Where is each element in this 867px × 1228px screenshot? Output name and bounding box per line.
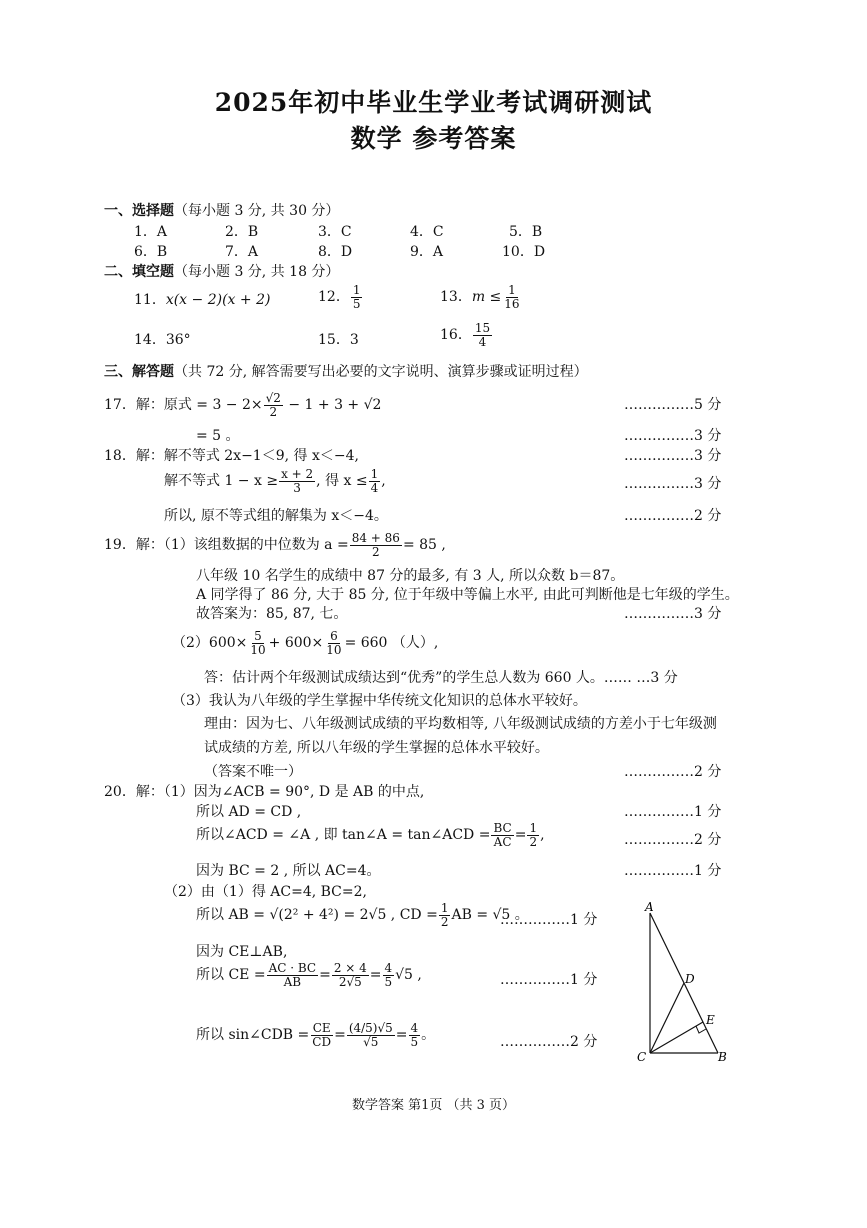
denominator: 5	[410, 1034, 419, 1049]
section-3-label: 三、解答题	[104, 364, 174, 380]
text: （2）600×	[172, 635, 248, 652]
score: ……………2 分	[624, 832, 722, 848]
text: ,	[381, 473, 386, 490]
score: ……………1 分	[624, 863, 722, 879]
denominator: CD	[312, 1034, 332, 1049]
section-2-label: 二、填空题	[104, 264, 174, 280]
text: 所以 sin∠CDB =	[196, 1027, 310, 1044]
text: =	[395, 1027, 408, 1044]
text: = 660 （人）,	[344, 635, 439, 652]
fraction	[351, 284, 363, 310]
q20-line-2: 所以 AD = CD ,	[196, 804, 302, 820]
choice-answer: 8．D	[318, 244, 353, 260]
numerator: AC · BC	[268, 961, 317, 975]
text: =	[514, 827, 527, 844]
section-2-note: （每小题 3 分, 共 18 分）	[174, 264, 340, 280]
choice-answer: 9．A	[410, 244, 444, 260]
denominator: AC	[493, 834, 512, 849]
numerator: 4	[384, 961, 393, 975]
q19-line-1	[104, 532, 446, 558]
denominator: 2√5	[338, 974, 362, 989]
choice-answer: 6．B	[134, 244, 168, 260]
denominator: 10	[326, 642, 342, 657]
q18-line-1: 18．解：解不等式 2x−1＜9, 得 x＜−4,	[104, 448, 359, 464]
text: 所以∠ACD = ∠A , 即 tan∠A = tan∠ACD =	[196, 827, 491, 844]
label-e: E	[706, 1013, 715, 1027]
score: ……………2 分	[624, 764, 722, 780]
section-3-heading	[104, 364, 588, 381]
denominator: 2	[440, 914, 449, 929]
numerator: CE	[312, 1021, 331, 1035]
fraction	[491, 822, 513, 848]
right-angle-mark	[696, 1026, 706, 1033]
score: ……………3 分	[624, 448, 722, 464]
numerator: 4	[410, 1021, 419, 1035]
section-1-label: 一、选择题	[104, 203, 174, 219]
question-number: 11．	[134, 292, 166, 308]
fill-answer-13	[440, 284, 523, 310]
q20-line-3	[196, 822, 545, 848]
label-d: D	[685, 972, 695, 986]
text: + 600×	[268, 635, 324, 652]
text: ,	[540, 827, 545, 844]
q17-line-1	[104, 392, 381, 418]
q18-line-3: 所以, 原不等式组的解集为 x＜−4。	[164, 508, 388, 524]
fraction	[409, 1022, 421, 1048]
fraction	[502, 284, 521, 310]
score: ……………5 分	[624, 397, 722, 413]
numerator: x + 2	[281, 467, 314, 481]
choice-answer: 4．C	[410, 224, 444, 240]
denominator: 2	[269, 404, 278, 419]
question-number: 13．	[440, 289, 472, 306]
denominator: √5	[363, 1034, 379, 1049]
fraction	[267, 962, 319, 988]
page-subtitle: 数学 参考答案	[350, 124, 517, 153]
score: ……………3 分	[624, 428, 722, 444]
numerator: 15	[474, 321, 491, 335]
numerator: 5	[254, 629, 262, 643]
fraction	[369, 468, 381, 494]
fraction	[332, 962, 369, 988]
choice-answer: 7．A	[225, 244, 259, 260]
q19-line-10: （答案不唯一）	[204, 764, 302, 780]
q19-line-2: 八年级 10 名学生的成绩中 87 分的最多, 有 3 人, 所以众数 b＝87。	[196, 568, 625, 584]
numerator: (4/5)√5	[348, 1021, 393, 1035]
numerator: BC	[493, 821, 512, 835]
answer-text: x(x − 2)(x + 2)	[165, 292, 271, 308]
q19-line-5	[172, 630, 438, 656]
denominator: 5	[384, 974, 393, 989]
fraction	[473, 322, 492, 348]
denominator: 10	[250, 642, 266, 657]
denominator: 4	[478, 334, 487, 349]
fraction	[279, 468, 315, 494]
score: ……………2 分	[624, 508, 722, 524]
fraction	[527, 822, 539, 848]
numerator: √2	[265, 391, 281, 405]
page-footer: 数学答案 第1页 （共 3 页）	[351, 1098, 516, 1113]
q18-line-2	[164, 468, 386, 494]
fill-answer-11	[134, 292, 270, 309]
text: 。	[421, 1027, 436, 1044]
fraction	[347, 1022, 395, 1048]
page-title: 2025年初中毕业生学业考试调研测试	[214, 88, 653, 117]
numerator: 1	[370, 467, 379, 481]
label-a: A	[645, 900, 654, 914]
fraction	[310, 1022, 333, 1048]
score: ……………1 分	[500, 912, 598, 928]
numerator: 1	[508, 283, 516, 297]
text: =	[369, 967, 382, 984]
denominator: 4	[370, 480, 379, 495]
section-3-note: （共 72 分, 解答需要写出必要的文字说明、演算步骤或证明过程）	[174, 364, 588, 380]
q19-line-3: A 同学得了 86 分, 大于 85 分, 位于年级中等偏上水平, 由此可判断他是七年级的学生。	[196, 587, 739, 603]
denominator: AB	[283, 974, 302, 989]
q20-line-1: 20．解：（1）因为∠ACB = 90°, D 是 AB 的中点,	[104, 784, 425, 800]
fill-answer-14: 14．36°	[134, 332, 191, 348]
q19-line-7: （3）我认为八年级的学生掌握中华传统文化知识的总体水平较好。	[172, 693, 587, 709]
section-2-heading	[104, 264, 339, 281]
text: √5 ,	[395, 967, 422, 984]
triangle-figure	[630, 895, 740, 1065]
denominator: 3	[293, 480, 301, 495]
denominator: 2	[372, 544, 380, 559]
q19-line-9: 试成绩的方差, 所以八年级的学生掌握的总体水平较好。	[204, 740, 549, 756]
text: 17．解：原式 = 3 − 2×	[104, 397, 263, 414]
fraction	[324, 630, 343, 656]
q20-line-6	[196, 902, 529, 928]
text: AB = √5 。	[451, 907, 529, 924]
text: 解不等式 1 − x ≥	[164, 473, 279, 490]
score: ……………2 分	[500, 1034, 598, 1050]
text: =	[334, 1027, 346, 1044]
label-c: C	[637, 1050, 647, 1064]
fraction	[439, 902, 451, 928]
fraction	[350, 532, 402, 558]
question-number: 12．	[318, 289, 350, 306]
text: = 85 ,	[402, 537, 446, 554]
text: 所以 AB = √(2² + 4²) = 2√5 , CD =	[196, 907, 438, 924]
denominator: 5	[352, 296, 361, 311]
text: 19．解：（1）该组数据的中位数为 a =	[104, 537, 349, 554]
q20-line-7: 因为 CE⊥AB,	[196, 944, 288, 960]
choice-answer: 10．D	[502, 244, 546, 260]
text: 所以 CE =	[196, 967, 266, 984]
numerator: 6	[330, 629, 338, 643]
q19-line-8: 理由：因为七、八年级测试成绩的平均数相等, 八年级测试成绩的方差小于七年级测	[204, 716, 717, 732]
numerator: 2 × 4	[333, 961, 367, 975]
q19-line-6: 答：估计两个年级测试成绩达到“优秀”的学生总人数为 660 人。…… …3 分	[204, 670, 678, 686]
q17-line-2: = 5 。	[196, 428, 240, 444]
denominator: 16	[504, 296, 520, 311]
fraction	[383, 962, 395, 988]
section-1-heading	[104, 203, 339, 220]
fraction	[264, 392, 283, 418]
score: ……………1 分	[624, 804, 722, 820]
denominator: 2	[529, 834, 538, 849]
score: ……………3 分	[624, 606, 722, 622]
text: =	[319, 967, 331, 984]
label-b: B	[718, 1050, 727, 1064]
score: ……………1 分	[500, 972, 598, 988]
question-number: 16．	[440, 327, 472, 344]
section-1-note: （每小题 3 分, 共 30 分）	[174, 203, 340, 219]
answer-text: m ≤	[471, 289, 502, 306]
q20-line-4: 因为 BC = 2 , 所以 AC=4。	[196, 863, 381, 879]
numerator: 1	[529, 821, 538, 835]
fraction	[248, 630, 267, 656]
q20-line-9	[196, 1022, 435, 1048]
fill-answer-12	[318, 284, 363, 310]
q20-line-8	[196, 962, 422, 988]
text: , 得 x ≤	[316, 473, 368, 490]
text: − 1 + 3 + √2	[283, 397, 382, 414]
q20-line-5: （2）由（1）得 AC=4, BC=2,	[164, 884, 367, 900]
fill-answer-15: 15．3	[318, 332, 359, 348]
choice-answer: 3．C	[318, 224, 352, 240]
score: ……………3 分	[624, 476, 722, 492]
choice-answer: 5．B	[509, 224, 543, 240]
choice-answer: 2．B	[225, 224, 259, 240]
fill-answer-16	[440, 322, 493, 348]
q19-line-4: 故答案为：85, 87, 七。	[196, 606, 348, 622]
numerator: 1	[352, 283, 361, 297]
choice-answer: 1．A	[134, 224, 168, 240]
numerator: 1	[440, 901, 449, 915]
numerator: 84 + 86	[351, 531, 400, 545]
